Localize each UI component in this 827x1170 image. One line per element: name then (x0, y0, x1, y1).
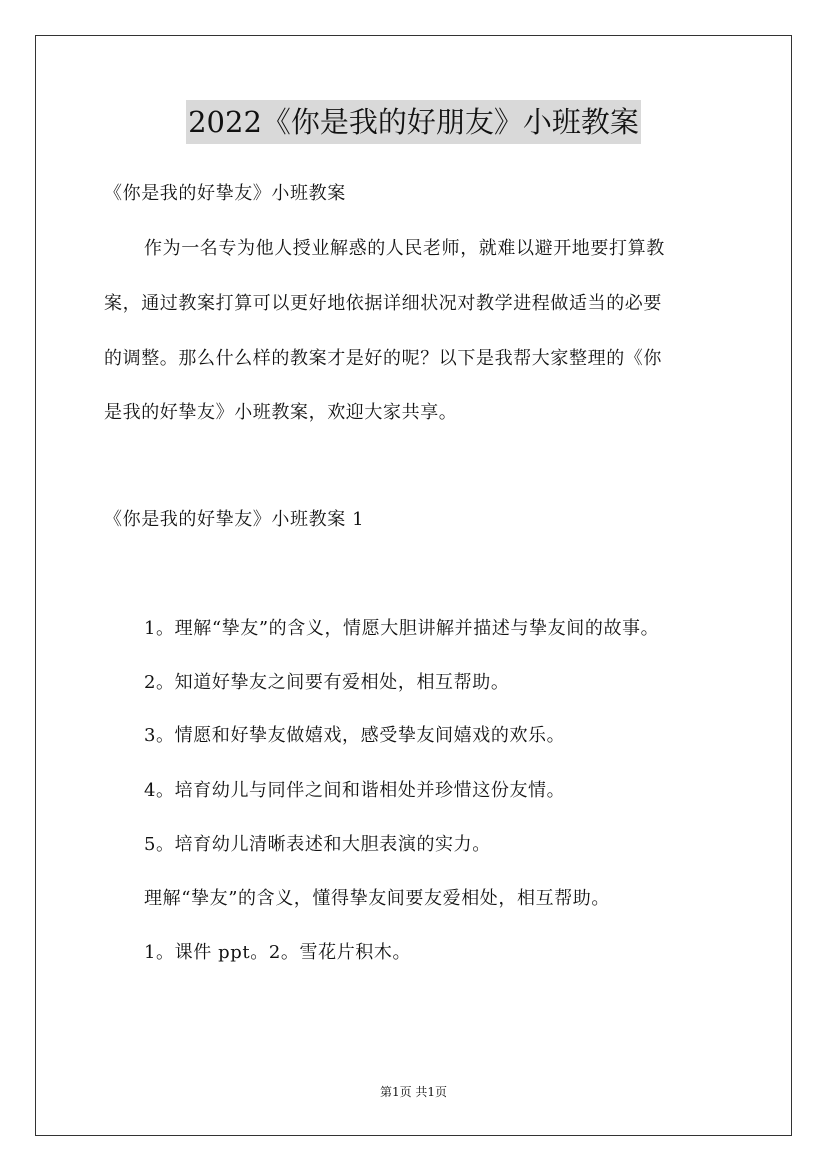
section-heading: 《你是我的好挚友》小班教案 1 (104, 509, 365, 530)
intro-line-2: 案，通过教案打算可以更好地依据详细状况对教学进程做适当的必要 (104, 293, 662, 314)
document-title: 2022《你是我的好朋友》小班教案 (186, 100, 641, 144)
goal-item-3: 3。情愿和好挚友做嬉戏，感受挚友间嬉戏的欢乐。 (144, 725, 566, 746)
page-footer: 第1页 共1页 (379, 1085, 448, 1099)
intro-line-1: 作为一名专为他人授业解惑的人民老师，就难以避开地要打算教 (144, 238, 665, 259)
key-point: 理解“挚友”的含义，懂得挚友间要友爱相处，相互帮助。 (144, 888, 611, 909)
intro-line-3: 的调整。那么什么样的教案才是好的呢？以下是我帮大家整理的《你 (104, 348, 662, 369)
goal-item-2: 2。知道好挚友之间要有爱相处，相互帮助。 (144, 672, 510, 693)
goal-item-4: 4。培育幼儿与同伴之间和谐相处并珍惜这份友情。 (144, 780, 566, 801)
document-title-block (0, 100, 827, 144)
document-subtitle: 《你是我的好挚友》小班教案 (104, 183, 346, 204)
intro-line-4: 是我的好挚友》小班教案，欢迎大家共享。 (104, 402, 458, 423)
goal-item-5: 5。培育幼儿清晰表述和大胆表演的实力。 (144, 834, 491, 855)
materials: 1。课件 ppt。2。雪花片积木。 (144, 942, 412, 963)
goal-item-1: 1。理解“挚友”的含义，情愿大胆讲解并描述与挚友间的故事。 (144, 618, 660, 639)
